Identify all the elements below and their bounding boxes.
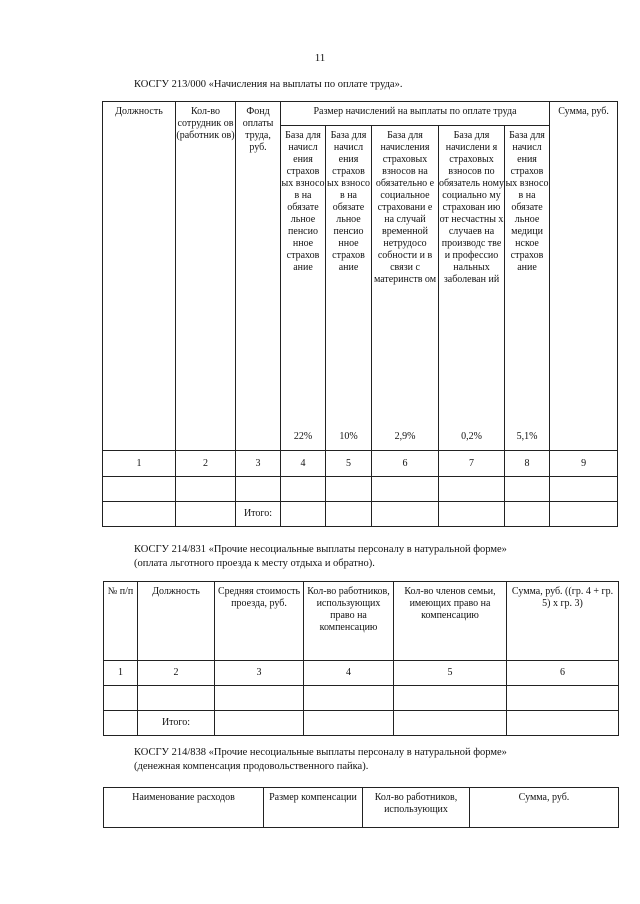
col-number: 1	[104, 661, 138, 686]
base-label: База для начисл ения страхов ых взносо в на обязате льное медици нское страхов ание	[505, 126, 550, 425]
col-number: 4	[304, 661, 394, 686]
col-head-num: № п/п	[104, 582, 138, 661]
table-ration	[103, 787, 619, 828]
table-travel	[103, 581, 619, 736]
total-row	[103, 502, 618, 527]
base-rate: 5,1%	[505, 425, 550, 451]
section2-heading-line2: (оплата льготного проезда к месту отдыха и обратно).	[134, 558, 375, 569]
section3-heading-line1: КОСГУ 214/838 «Прочие несоциальные выплаты персоналу в натуральной форме»	[134, 747, 507, 758]
col-number: 2	[138, 661, 215, 686]
col-number: 1	[103, 451, 176, 477]
col-head-size: Размер компенсации	[264, 788, 363, 828]
col-number: 5	[394, 661, 507, 686]
base-rate: 2,9%	[372, 425, 439, 451]
col-number: 7	[439, 451, 505, 477]
base-label: База для начисл ения страхов ых взносо в на обязате льное пенсио нное страхов ание	[326, 126, 372, 425]
col-head-sum: Сумма, руб.	[550, 102, 618, 451]
base-label: База для начисления страховых взносов на обязательно е социальное страховани е на случай временной нетрудосо собности и в связи с материнств ом	[372, 126, 439, 425]
table-row	[104, 686, 619, 711]
col-number: 3	[215, 661, 304, 686]
total-label: Итого:	[236, 502, 281, 527]
page-number: 11	[314, 52, 326, 64]
col-number: 6	[372, 451, 439, 477]
section1-heading: КОСГУ 213/000 «Начисления на выплаты по оплате труда».	[134, 79, 403, 90]
col-number: 3	[236, 451, 281, 477]
col-head-name: Наименование расходов	[104, 788, 264, 828]
section3-heading-line2: (денежная компенсация продовольственного пайка).	[134, 761, 369, 772]
col-head-size-group: Размер начислений на выплаты по оплате труда	[281, 102, 550, 126]
base-label: База для начисл ения страхов ых взносо в на обязате льное пенсио нное страхов ание	[281, 126, 326, 425]
table-accruals	[102, 101, 618, 527]
col-head-fund: Фонд оплаты труда, руб.	[236, 102, 281, 451]
col-head-count: Кол-во сотрудник ов (работник ов)	[176, 102, 236, 451]
base-rate: 0,2%	[439, 425, 505, 451]
base-label: База для начислени я страховых взносов по обязатель ному социально му страхован ию от несчастны х случаев на производс тве и профессио нальных заболеван ий	[439, 126, 505, 425]
col-head-position: Должность	[103, 102, 176, 451]
col-number: 8	[505, 451, 550, 477]
col-head-sum: Сумма, руб.	[470, 788, 619, 828]
section2-heading-line1: КОСГУ 214/831 «Прочие несоциальные выплаты персоналу в натуральной форме»	[134, 544, 507, 555]
col-number: 5	[326, 451, 372, 477]
col-head-sum: Сумма, руб. ((гр. 4 + гр. 5) х гр. 3)	[507, 582, 619, 661]
col-head-family: Кол-во членов семьи, имеющих право на компенсацию	[394, 582, 507, 661]
col-number: 9	[550, 451, 618, 477]
base-rate: 10%	[326, 425, 372, 451]
base-rate: 22%	[281, 425, 326, 451]
col-head-avg-cost: Средняя стоимость проезда, руб.	[215, 582, 304, 661]
col-head-workers: Кол-во работников, использующих право на компенсацию	[304, 582, 394, 661]
col-number: 6	[507, 661, 619, 686]
col-number: 4	[281, 451, 326, 477]
col-head-workers: Кол-во работников, использующих	[363, 788, 470, 828]
table-row	[103, 477, 618, 502]
col-number: 2	[176, 451, 236, 477]
col-head-position: Должность	[138, 582, 215, 661]
total-label: Итого:	[138, 711, 215, 736]
total-row	[104, 711, 619, 736]
